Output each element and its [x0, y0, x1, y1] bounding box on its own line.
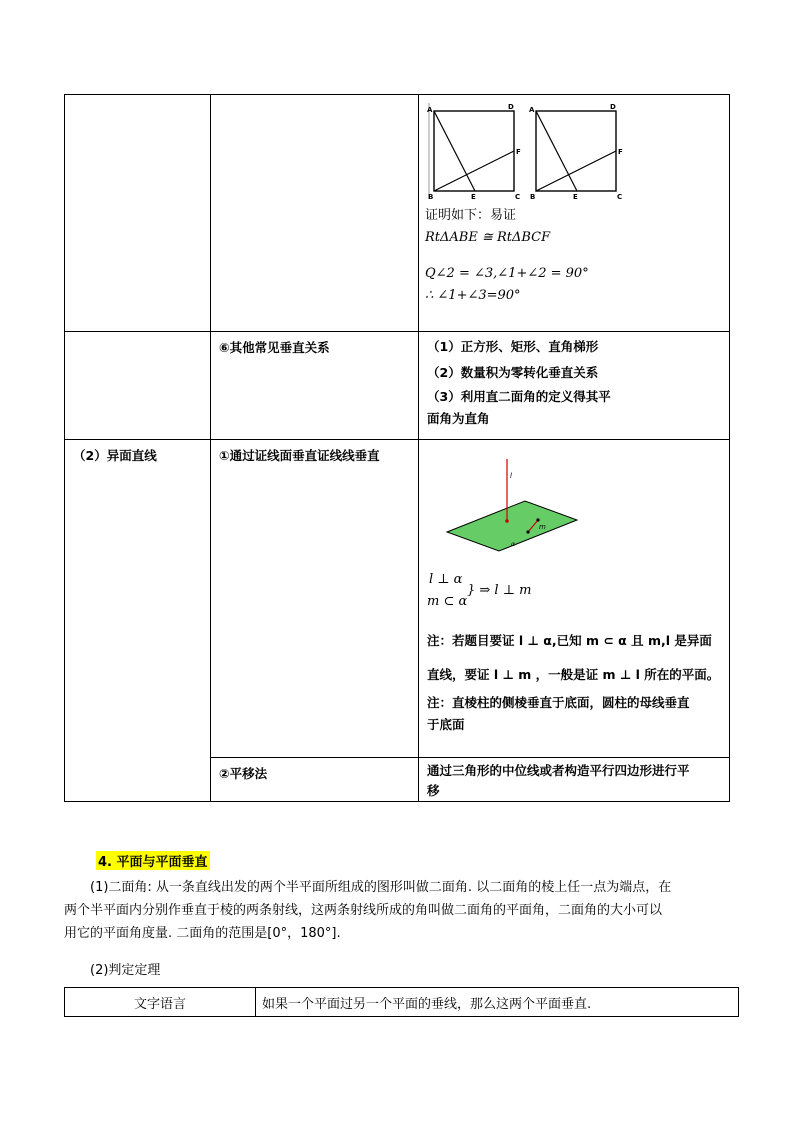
para-line: (2)判定定理: [90, 963, 161, 978]
note-line: 注：若题目要证 l ⊥ α,已知 m ⊂ α 且 m,l 是异面: [427, 633, 712, 648]
theorem-row-label: 文字语言: [65, 988, 256, 1017]
para-line: (1)二面角: 从一条直线出发的两个半平面所组成的图形叫做二面角. 以二面角的棱上任一点为端点，在: [90, 880, 672, 895]
para-line: 两个半平面内分别作垂直于棱的两条射线，这两条射线所成的角叫做二面角的平面角，二面角的大小可以: [64, 903, 663, 918]
method2-line: 移: [427, 783, 440, 798]
row6-list: [419, 332, 729, 430]
skew-lines-label: （2）异面直线: [73, 448, 157, 463]
method2-text: [419, 758, 729, 801]
dihedral-definition: [64, 876, 730, 945]
formula-result: } ⇒ l ⊥ m: [467, 583, 532, 598]
label-e1: E: [471, 193, 476, 201]
table-cell: [65, 332, 211, 440]
proof-congruent: RtΔABE ≅ RtΔBCF: [425, 230, 551, 245]
implication-formula: [427, 572, 729, 618]
label-b2: B: [530, 193, 536, 201]
label-d2: D: [610, 103, 616, 111]
plane-figure: [437, 454, 597, 554]
label-l: l: [510, 472, 512, 480]
proof-text: [419, 201, 729, 307]
list-item: （2）数量积为零转化垂直关系: [427, 365, 599, 380]
table-cell: [211, 95, 419, 332]
table-row: [65, 988, 739, 1017]
list-item: （3）利用直二面角的定义得其平: [427, 389, 611, 404]
row6-label: ⑥其他常见垂直关系: [219, 340, 330, 355]
label-a1: A: [427, 106, 433, 114]
note-line: 直线，要证 l ⊥ m ，一般是证 m ⊥ l 所在的平面。: [427, 667, 720, 682]
section-4-title: 4. 平面与平面垂直: [96, 851, 210, 870]
proof-cell: [419, 95, 730, 332]
square-abcd-1: [434, 111, 514, 191]
formula-bottom: m ⊂ α: [427, 594, 468, 609]
table-cell: [419, 440, 730, 758]
label-m: m: [539, 523, 546, 531]
list-item: （1）正方形、矩形、直角梯形: [427, 339, 599, 354]
note-line: 于底面: [427, 717, 465, 732]
theorem-row-text: 如果一个平面过另一个平面的垂线，那么这两个平面垂直.: [256, 988, 739, 1017]
label-c1: C: [515, 193, 521, 201]
label-b1: B: [428, 193, 434, 201]
square-figures: [425, 101, 635, 201]
note-line: 注：直棱柱的侧棱垂直于底面，圆柱的母线垂直: [427, 695, 690, 710]
proof-conclusion: ∴ ∠1+∠3=90°: [425, 288, 521, 303]
label-d1: D: [508, 103, 514, 111]
proof-intro: 证明如下：易证: [425, 208, 517, 223]
table-cell: [419, 332, 730, 440]
method1-label: ①通过证线面垂直证线线垂直: [219, 448, 380, 463]
table-cell: [419, 758, 730, 802]
formula-top: l ⊥ α: [429, 572, 463, 587]
notes: [419, 618, 729, 736]
theorem-table: [64, 987, 739, 1017]
proof-angles: Q∠2 = ∠3,∠1+∠2 = 90°: [425, 266, 589, 281]
label-a2: A: [529, 106, 535, 114]
method2-line: 通过三角形的中位线或者构造平行四边形进行平: [427, 763, 690, 778]
list-item: 面角为直角: [427, 411, 490, 426]
table-cell: [211, 440, 419, 758]
table-cell: [65, 95, 211, 332]
table-cell: [211, 332, 419, 440]
table-row: [65, 440, 730, 758]
theorem-heading: [64, 959, 730, 982]
table-cell: [65, 440, 211, 802]
label-alpha: α: [511, 541, 515, 548]
para-line: 用它的平面角度量. 二面角的范围是[0°，180°].: [64, 926, 341, 941]
table-row: [65, 95, 730, 332]
square-abcd-2: [536, 111, 616, 191]
label-f1: F: [516, 148, 521, 156]
table-cell: [211, 758, 419, 802]
perpendicular-methods-table: [64, 94, 730, 802]
label-f2: F: [618, 148, 623, 156]
label-e2: E: [573, 193, 578, 201]
table-row: [65, 332, 730, 440]
method2-label: ②平移法: [219, 766, 268, 781]
label-c2: C: [617, 193, 623, 201]
